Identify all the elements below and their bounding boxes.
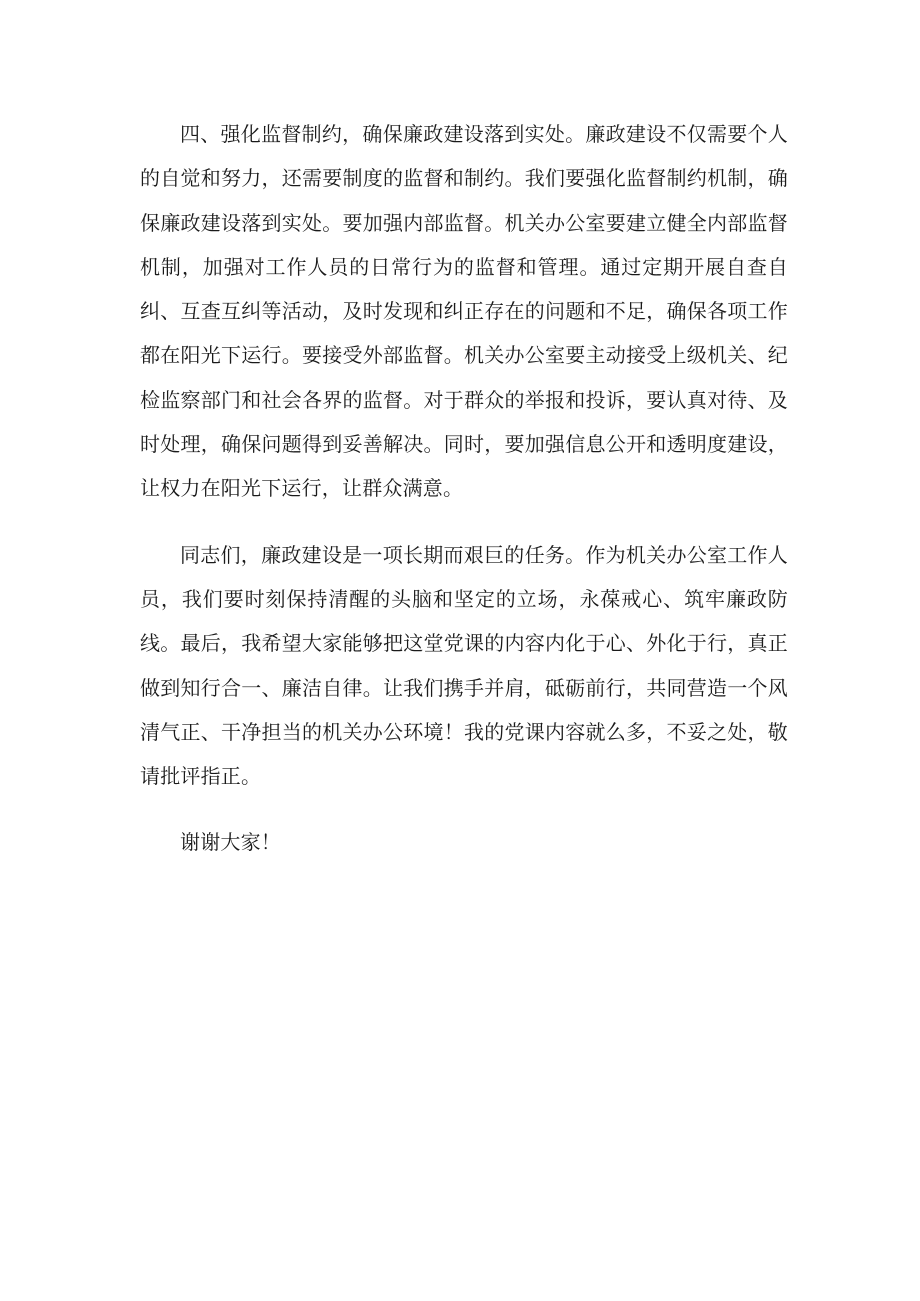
paragraph-conclusion: 同志们，廉政建设是一项长期而艰巨的任务。作为机关办公室工作人员，我们要时刻保持清醒的头脑和坚定的立场，永葆戒心、筑牢廉政防线。最后，我希望大家能够把这堂党课的内容内化于心、外化于行，真正做到知行合一、廉洁自律。让我们携手并肩，砥砺前行，共同营造一个风清气正、干净担当的机关办公环境！我的党课内容就么多，不妥之处，敬请批评指正。 [140, 542, 788, 789]
document-body [140, 112, 788, 865]
paragraph-thanks: 谢谢大家！ [180, 830, 281, 855]
paragraph-supervision: 四、强化监督制约，确保廉政建设落到实处。廉政建设不仅需要个人的自觉和努力，还需要制度的监督和制约。我们要强化监督制约机制，确保廉政建设落到实处。要加强内部监督。机关办公室要建立健全内部监督机制，加强对工作人员的日常行为的监督和管理。通过定期开展自查自纠、互查互纠等活动，及时发现和纠正存在的问题和不足，确保各项工作都在阳光下运行。要接受外部监督。机关办公室要主动接受上级机关、纪检监察部门和社会各界的监督。对于群众的举报和投诉，要认真对待、及时处理，确保问题得到妥善解决。同时，要加强信息公开和透明度建设，让权力在阳光下运行，让群众满意。 [140, 122, 788, 501]
